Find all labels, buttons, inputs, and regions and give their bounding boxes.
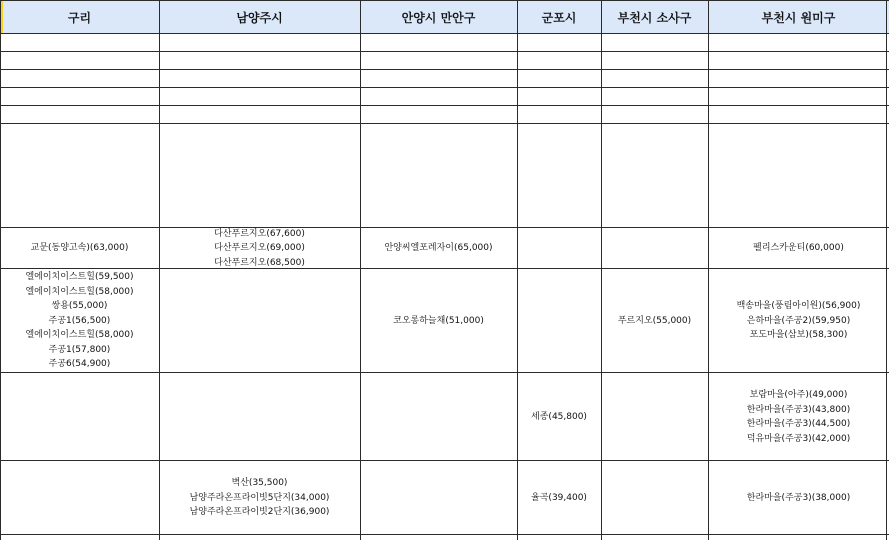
table-cell[interactable]	[0, 269, 159, 373]
empty-cell[interactable]	[360, 34, 517, 52]
apartment-entry: 남양주라온프라이빗2단지(36,900)	[189, 507, 330, 518]
empty-cell[interactable]	[159, 70, 360, 88]
empty-cell[interactable]	[601, 124, 708, 228]
table-cell[interactable]	[159, 461, 360, 535]
table-cell[interactable]	[0, 373, 159, 461]
column-header[interactable]: 군포시	[541, 10, 577, 25]
empty-cell[interactable]	[0, 88, 159, 106]
apartment-entry: 쌍용(55,000)	[51, 301, 108, 312]
empty-cell[interactable]	[360, 88, 517, 106]
table-cell[interactable]	[159, 228, 360, 269]
apartment-entry: 세종(45,800)	[531, 411, 587, 422]
empty-cell[interactable]	[159, 52, 360, 70]
empty-cell[interactable]	[360, 106, 517, 124]
apartment-entry: 푸르지오(55,000)	[617, 315, 692, 326]
grid-horizontal-line	[0, 123, 889, 124]
empty-cell[interactable]	[159, 34, 360, 52]
apartment-entry: 엘에이치이스트힐(58,000)	[25, 286, 134, 297]
empty-cell[interactable]	[517, 52, 601, 70]
grid-vertical-line	[708, 0, 709, 540]
table-cell[interactable]	[708, 228, 889, 269]
table-cell[interactable]	[159, 373, 360, 461]
grid-horizontal-line	[0, 69, 889, 70]
table-cell[interactable]	[708, 373, 889, 461]
grid-horizontal-line	[0, 227, 889, 228]
empty-cell[interactable]	[159, 124, 360, 228]
column-header[interactable]: 부천시 소사구	[617, 10, 692, 25]
empty-cell[interactable]	[517, 34, 601, 52]
apartment-entry: 코오롱하늘채(51,000)	[393, 315, 484, 326]
empty-cell[interactable]	[159, 88, 360, 106]
empty-cell[interactable]	[360, 52, 517, 70]
empty-cell[interactable]	[708, 106, 889, 124]
empty-cell[interactable]	[360, 124, 517, 228]
table-cell[interactable]	[159, 269, 360, 373]
empty-cell[interactable]	[708, 52, 889, 70]
table-cell[interactable]	[601, 228, 708, 269]
empty-cell[interactable]	[0, 52, 159, 70]
apartment-entry: 펠리스카운티(60,000)	[753, 243, 844, 254]
empty-cell[interactable]	[0, 70, 159, 88]
apartment-entry: 주공1(56,500)	[48, 315, 111, 326]
apartment-entry: 남양주라온프라이빗5단지(34,000)	[189, 492, 330, 503]
apartment-entry: 교문(동양고속)(63,000)	[30, 243, 129, 254]
grid-horizontal-line	[0, 534, 889, 535]
table-cell[interactable]	[708, 269, 889, 373]
empty-cell[interactable]	[517, 106, 601, 124]
table-cell[interactable]	[0, 461, 159, 535]
grid-vertical-line	[886, 0, 887, 540]
table-cell[interactable]	[517, 461, 601, 535]
apartment-entry: 엘에이치이스트힐(59,500)	[25, 272, 134, 283]
empty-cell[interactable]	[601, 52, 708, 70]
grid-vertical-line	[0, 0, 1, 540]
apartment-entry: 주공1(57,800)	[48, 344, 111, 355]
apartment-entry: 포도마을(삼보)(58,300)	[749, 330, 848, 341]
apartment-entry: 안양씨엘포레자이(65,000)	[384, 243, 493, 254]
column-header[interactable]: 남양주시	[236, 10, 283, 25]
table-cell[interactable]	[601, 269, 708, 373]
column-header[interactable]: 부천시 원미구	[761, 10, 836, 25]
apartment-entry: 한라마을(주공3)(44,500)	[746, 419, 851, 429]
grid-horizontal-line	[0, 0, 889, 1]
apartment-entry: 엘에이치이스트힐(58,000)	[25, 330, 134, 341]
table-cell[interactable]	[360, 461, 517, 535]
table-cell[interactable]	[517, 373, 601, 461]
empty-cell[interactable]	[159, 106, 360, 124]
empty-cell[interactable]	[601, 34, 708, 52]
empty-cell[interactable]	[0, 34, 159, 52]
apartment-entry: 은하마을(주공2)(59,950)	[746, 315, 851, 326]
apartment-entry: 다산푸르지오(68,500)	[214, 257, 305, 268]
column-header[interactable]: 안양시 만안구	[401, 10, 476, 25]
column-header[interactable]: 구리	[67, 10, 92, 25]
apartment-entry: 한라마을(주공3)(38,000)	[746, 492, 851, 503]
apartment-entry: 율곡(39,400)	[531, 492, 587, 503]
empty-cell[interactable]	[0, 124, 159, 228]
empty-cell[interactable]	[517, 88, 601, 106]
empty-cell[interactable]	[0, 106, 159, 124]
empty-cell[interactable]	[601, 88, 708, 106]
grid-vertical-line	[360, 0, 361, 540]
empty-cell[interactable]	[360, 70, 517, 88]
empty-cell[interactable]	[708, 88, 889, 106]
empty-cell[interactable]	[601, 106, 708, 124]
apartment-entry: 다산푸르지오(67,600)	[214, 228, 305, 239]
apartment-entry: 백송마을(풍림아이원)(56,900)	[736, 301, 861, 312]
table-cell[interactable]	[360, 228, 517, 269]
grid-vertical-line	[159, 0, 160, 540]
apartment-entry: 주공6(54,900)	[48, 359, 111, 370]
grid-horizontal-line	[0, 460, 889, 461]
grid-horizontal-line	[0, 33, 889, 34]
apartment-entry: 벽산(35,500)	[231, 478, 288, 489]
table-cell[interactable]	[0, 228, 159, 269]
table-cell[interactable]	[360, 373, 517, 461]
empty-cell[interactable]	[517, 124, 601, 228]
table-cell[interactable]	[601, 461, 708, 535]
table-cell[interactable]	[360, 269, 517, 373]
grid-horizontal-line	[0, 51, 889, 52]
grid-horizontal-line	[0, 105, 889, 106]
empty-cell[interactable]	[708, 70, 889, 88]
table-cell[interactable]	[517, 228, 601, 269]
table-cell[interactable]	[708, 461, 889, 535]
empty-cell[interactable]	[708, 124, 889, 228]
apartment-entry: 한라마을(주공3)(43,800)	[746, 404, 851, 415]
table-cell[interactable]	[517, 269, 601, 373]
grid-horizontal-line	[0, 268, 889, 269]
apartment-entry: 다산푸르지오(69,000)	[214, 243, 305, 254]
grid-horizontal-line	[0, 372, 889, 373]
grid-vertical-line	[601, 0, 602, 540]
table-cell[interactable]	[601, 373, 708, 461]
empty-cell[interactable]	[517, 70, 601, 88]
empty-cell[interactable]	[601, 70, 708, 88]
apartment-entry: 보람마을(아주)(49,000)	[749, 390, 848, 400]
grid-horizontal-line	[0, 87, 889, 88]
apartment-entry: 덕유마을(주공3)(42,000)	[746, 433, 851, 444]
empty-cell[interactable]	[708, 34, 889, 52]
grid-vertical-line	[517, 0, 518, 540]
